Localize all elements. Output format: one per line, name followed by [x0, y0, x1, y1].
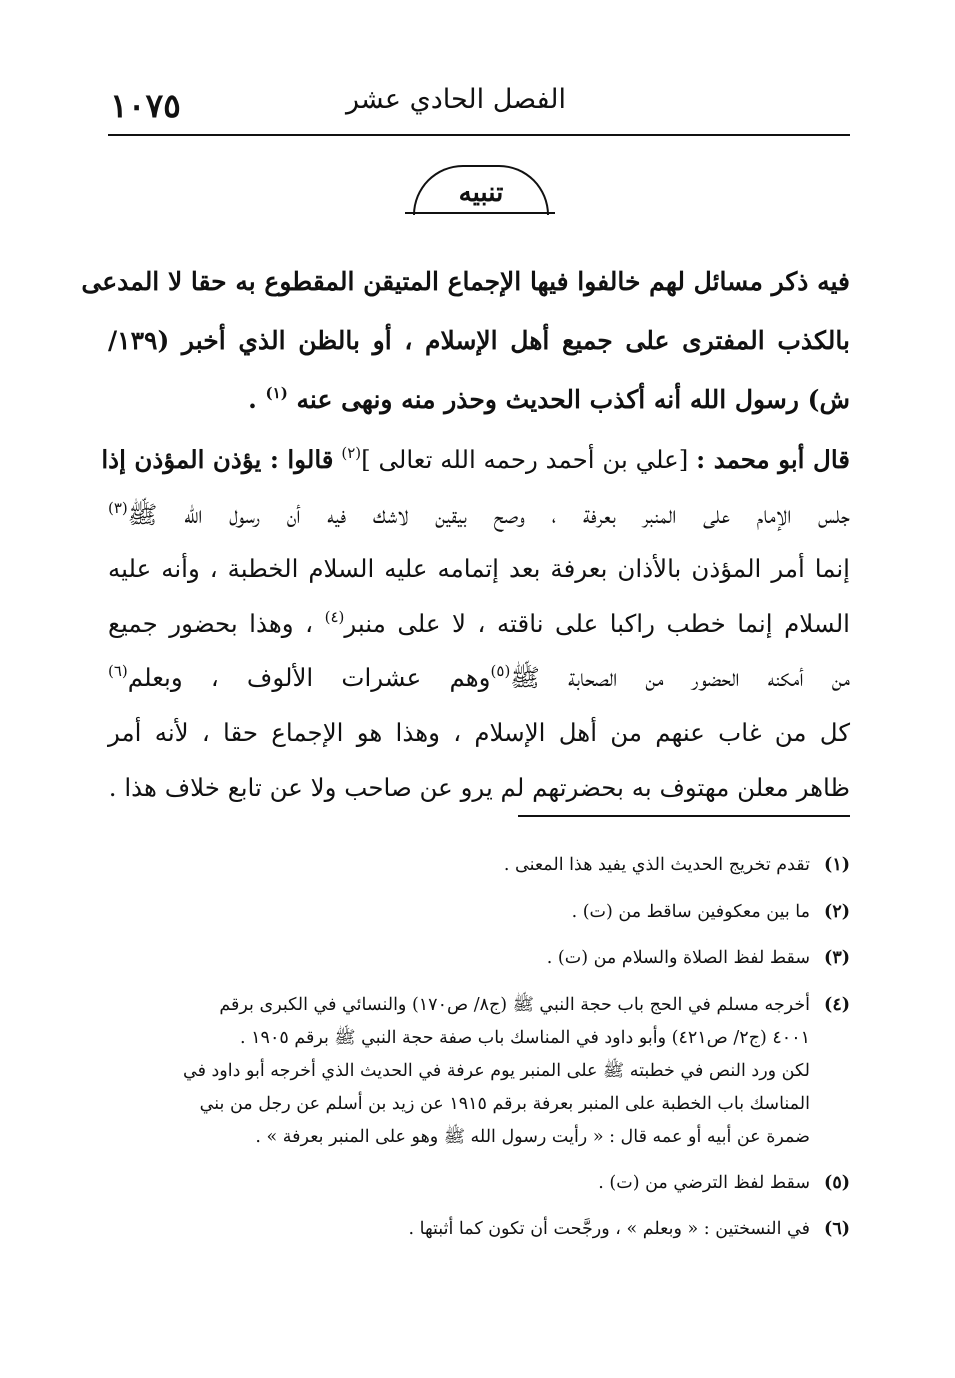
main-line-7: ظاهر معلن مهتوف به بحضرتهم لم يرو عن صاحب ولا عن تابع خلاف هذا .: [108, 772, 850, 802]
page-header: [108, 80, 848, 130]
footnote-number: (٤): [824, 994, 850, 1015]
main-line-5-mid: وهم عشرات الألوف ، وبعلم: [127, 663, 491, 693]
footnote-number: (٢): [824, 901, 850, 922]
footnote-1: [108, 842, 850, 889]
main-line-3: إنما أمر المؤذن بالأذان بعرفة بعد إتمامه عليه السلام الخطبة ، وأنه عليه: [108, 554, 850, 584]
footnote-3: [108, 935, 850, 982]
footnote-text: أخرجه مسلم في الحج باب حجة النبي ﷺ (ج٨/ ص١٧٠) والنسائي في الكبرى برقم: [219, 994, 810, 1015]
footnote-6: [108, 1206, 850, 1253]
footnote-text: سقط لفظ الصلاة والسلام من (ت) .: [546, 948, 810, 968]
footnote-ref-3: (٣): [108, 498, 128, 517]
footnote-ref-4: (٤): [324, 607, 345, 626]
footnote-text: سقط لفظ الترضي من (ت) .: [598, 1172, 810, 1193]
footnote-ref-6: (٦): [108, 662, 128, 681]
main-line-1: [101, 433, 850, 488]
main-line-2-text: جلس الإمام على المنبر بعرفة ، وصح بيقين لاشك فيه أن رسول الله ﷺ: [127, 499, 850, 529]
main-line-1-end: قالوا : يؤذن المؤذن إذا: [101, 445, 334, 474]
intro-line-2: بالكذب المفترى على جميع أهل الإسلام ، أو بالظن الذي أخبر (١٣٩/: [108, 326, 850, 355]
main-line-4-start: السلام إنما خطب راكبا على ناقته ، لا على منبر: [344, 608, 850, 638]
main-line-6: كل من غاب عنهم من أهل الإسلام ، وهذا هو الإجماع حقا ، لأنه أمر: [108, 717, 850, 747]
main-line-4-end: ، وهذا بحضور جميع: [108, 608, 314, 638]
footnote-text: المناسك باب الخطبة على المنبر بعرفة برقم ١٩١٥ عن زيد بن أسلم عن رجل من بني: [199, 1093, 810, 1114]
footnote-ref-5: (٥): [490, 662, 511, 681]
footnote-5: [108, 1160, 850, 1207]
author-attribution: قال أبو محمد :: [696, 445, 850, 474]
footnote-number: (٣): [824, 948, 850, 968]
footnote-number: (١): [824, 855, 850, 875]
bracket-insert: [علي بن أحمد رحمه الله تعالى ]: [361, 445, 689, 474]
footnote-text: تقدم تخريج الحديث الذي يفيد هذا المعنى .: [503, 855, 810, 875]
footnote-text: في النسختين : « وبعلم » ، ورجَّحت أن تكون كما أثبتها .: [408, 1219, 810, 1239]
intro-line-3-end: .: [248, 385, 257, 414]
footnote-text: ما بين معكوفين ساقط من (ت) .: [571, 901, 810, 922]
intro-line-3-text: ش) رسول الله أنه أكذب الحديث وحذر منه ونهى عنه: [296, 385, 850, 414]
header-rule: [108, 134, 850, 136]
notice-heading-box: [413, 165, 549, 215]
footnote-2: [108, 889, 850, 936]
footnote-4: [108, 982, 850, 1160]
footnote-ref-2: (٢): [341, 444, 362, 462]
paragraph-intro: [81, 252, 850, 429]
main-line-5-start: من أمكنه الحضور من الصحابة ﷺ: [510, 663, 850, 693]
chapter-title: الفصل الحادي عشر: [345, 84, 566, 115]
footnote-text: ضمرة عن أبيه أو عمه قال : « رأيت رسول الله ﷺ وهو على المنبر بعرفة » .: [255, 1126, 810, 1147]
footnote-text: لكن ورد النص في خطبته ﷺ على المنبر يوم عرفة في الحديث الذي أخرجه أبو داود في: [182, 1060, 810, 1081]
main-line-5: [108, 651, 850, 706]
footnote-number: (٦): [824, 1219, 850, 1239]
footnotes: [108, 842, 850, 1253]
paragraph-main: [101, 433, 850, 815]
footnote-number: (٥): [824, 1172, 850, 1193]
main-line-2: [108, 488, 850, 543]
intro-line-3: [108, 370, 850, 429]
page-number: ١٠٧٥: [110, 86, 181, 125]
intro-line-1: فيه ذكر مسائل لهم خالفوا فيها الإجماع المتيقن المقطوع به حقا لا المدعى: [81, 267, 850, 296]
footnote-ref-1: (١): [265, 384, 288, 402]
main-line-4: [108, 597, 850, 652]
footnote-text: ٤٠٠١ (ج٢/ ص٤٢١) وأبو داود في المناسك باب صفة حجة النبي ﷺ برقم ١٩٠٥ .: [240, 1027, 810, 1048]
notice-box-base: [405, 212, 555, 214]
notice-title: تنبيه: [458, 178, 504, 208]
footnote-separator: [518, 815, 850, 817]
